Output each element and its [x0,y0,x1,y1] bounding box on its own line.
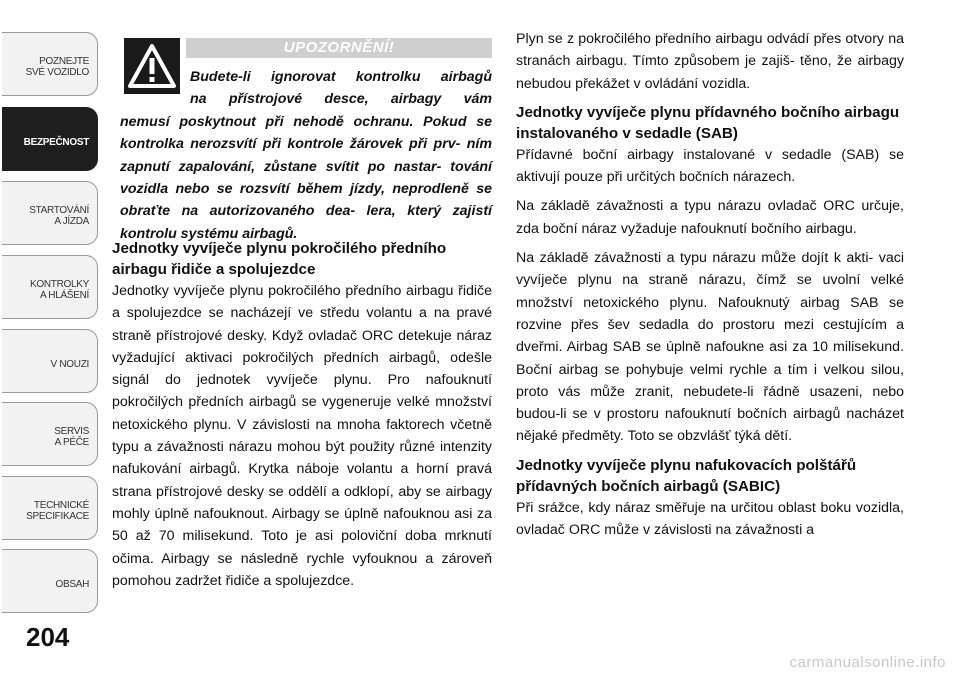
tab-obsah[interactable] [2,549,98,613]
right-column [516,28,904,548]
body-paragraph: Na základě závažnosti a typu nárazu ovladač ORC určuje, zda boční náraz vyžaduje nafouknutí bočního airbagu. [516,198,904,237]
warning-title: UPOZORNĚNÍ! [186,38,492,58]
section-heading: Jednotky vyvíječe plynu pokročilého předního airbagu řidiče a spolujezdce [112,240,447,278]
tab-startovani-a-jizda[interactable] [2,181,98,245]
section-heading: Jednotky vyvíječe plynu přídavného bočního airbagu instalovaného v sedadle (SAB) [516,103,900,142]
tab-label: OBSAH [55,578,89,590]
body-paragraph: Plyn se z pokročilého předního airbagu odvádí přes otvory na stranách airbagu. Tímto způsobem je zajiš- těno, že airbagy nebudou překážet v ovládání vozidla. [516,31,904,92]
tab-label: KONTROLKY A HLÁŠENÍ [30,279,89,301]
warning-body: nemusí poskytnout při nehodě ochranu. Pokud se kontrolka nerozsvítí při kontrole žárovek při prv- ním zapnutí zapalování, zůstane svítit po nastar- tování vozidla nebo se rozsvítí během jízdy, neprodleně se obraťte na autorizovaného dea- lera, který zajistí kontrolu systému airbagů. [120,113,492,242]
tab-label: STARTOVÁNÍ A JÍZDA [29,205,89,227]
section-heading: Jednotky vyvíječe plynu nafukovacích polštářů přídavných bočních airbagů (SABIC) [516,456,857,495]
watermark: carmanualsonline.info [789,654,946,671]
warning-box [120,38,492,242]
tab-label: BEZPEČNOST [23,136,89,148]
tab-label: SERVIS A PÉČE [54,426,89,448]
left-column [112,238,492,599]
warning-line: Budete-li ignorovat kontrolku airbagů [190,69,492,85]
body-paragraph: Jednotky vyvíječe plynu pokročilého předního airbagu řidiče a spolujezdce se nacházejí ve středu volantu a na pravé straně přístrojové desky. Když ovladač ORC detekuje náraz vyžadující aktivaci pokročilých předních airbagů, odešle signál do jednotek vyvíječe plynu. Pro nafouknutí pokročilých předních airbagů se vygeneruje velké množství netoxického plynu. V závislosti na mnoha faktorech včetně typu a závažnosti nárazu mohou být použity různé intenzity nafukování airbagů. Krytka náboje volantu a horní pravá strana přístrojové desky se oddělí a odklopí, aby se airbagy mohly úplně nafouknout. Airbagy se úplně nafouknou asi za 50 až 70 milisekund. Toto je asi poloviční doba mrknutí očima. Airbagy se následně rychle vyfouknou a zároveň pomohou zadržet řidiče a spolujezdce. [112,283,492,589]
body-paragraph: Při srážce, kdy náraz směřuje na určitou oblast boku vozidla, ovladač ORC může v závislosti na závažnosti a [516,499,904,539]
warning-line: na přístrojové desce, airbagy vám [190,91,492,108]
tab-technicke-specifikace[interactable] [2,476,98,540]
tab-label: TECHNICKÉ SPECIFIKACE [26,500,89,522]
warning-text [120,66,492,245]
tab-bezpecnost[interactable] [2,107,98,171]
tab-label: V NOUZI [50,358,89,370]
tab-kontrolky-a-hlaseni[interactable] [2,255,98,319]
tab-v-nouzi[interactable] [2,329,98,393]
tab-poznejte-sve-vozidlo[interactable] [2,32,98,96]
page-number: 204 [26,622,70,652]
chapter-sidebar [0,0,104,678]
tab-servis-a-pece[interactable] [2,402,98,466]
body-paragraph: Přídavné boční airbagy instalované v sedadle (SAB) se aktivují pouze při určitých bočních nárazech. [516,146,904,186]
body-paragraph: Na základě závažnosti a typu nárazu může dojít k akti- vaci vyvíječe plynu na straně nárazu, čímž se uvolní velké množství netoxického plynu. Nafouknutý airbag SAB se rozvine přes šev sedadla do prostoru mezi cestujícím a dveřmi. Airbag SAB se úplně nafoukne asi za 10 milisekund. Boční airbag se pohybuje velmi rychle a tím i velkou silou, proto vás může zranit, nebudete-li řádně usazeni, nebo budou-li se v prostoru nafouknutí bočních airbagů nacházet nějaké předměty. Toto se obzvlášť týká dětí. [516,250,904,445]
tab-label: POZNEJTE SVÉ VOZIDLO [25,56,89,78]
